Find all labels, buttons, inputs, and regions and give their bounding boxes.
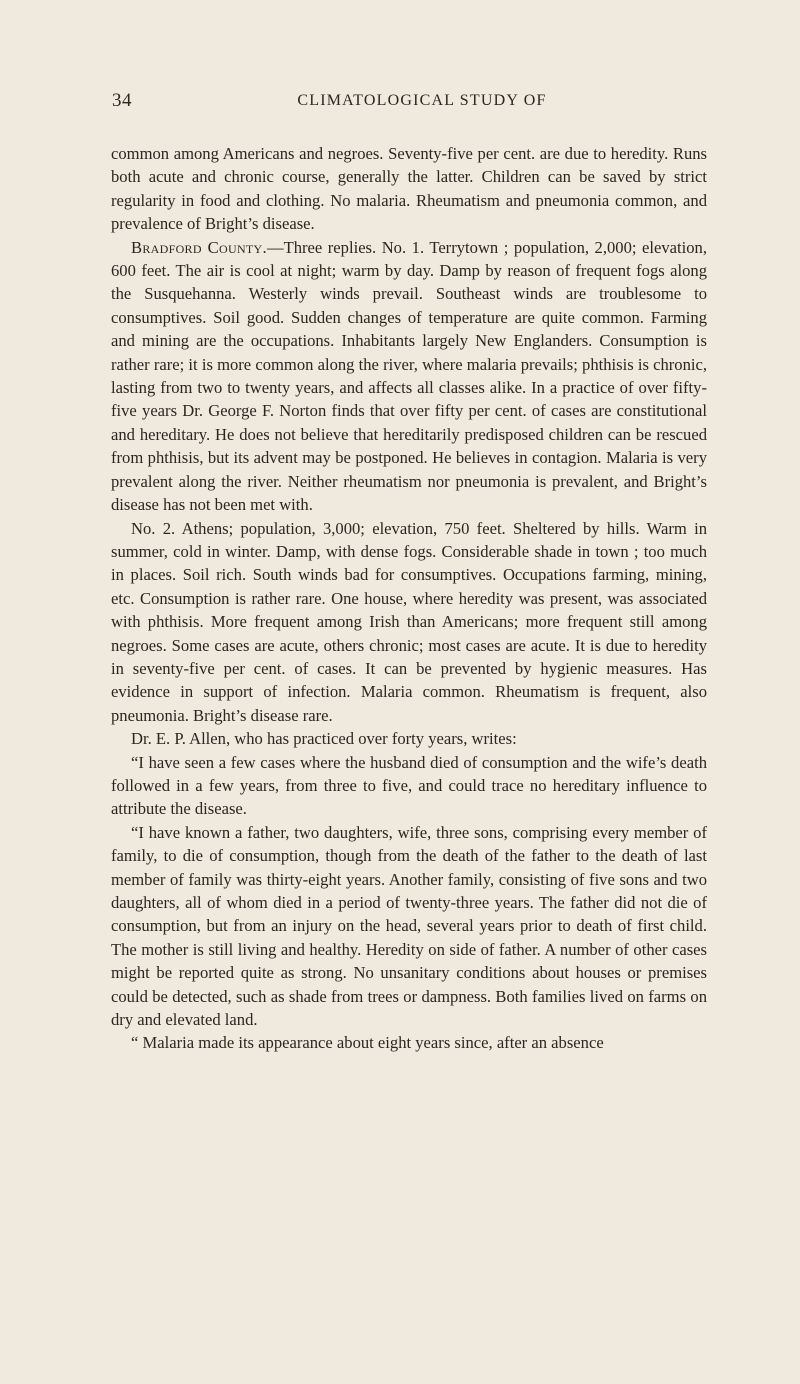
paragraph-7: [111, 1031, 707, 1054]
paragraph-1: [111, 142, 707, 236]
page-number: 34: [112, 90, 132, 111]
paragraph-text: “I have known a father, two daughters, wife, three sons, comprising every member of family, to die of consumption, though from the death of the father to the death of last member of family was thirty-eight years. Another family, consisting of five sons and two daughters, all of whom died in a period of twenty-three years. The father did not die of consumption, but from an injury on the head, several years prior to death of first child. The mother is still living and healthy. Heredity on side of father. A number of other cases might be reported quite as strong. No unsanitary conditions about houses or premises could be detected, such as shade from trees or dampness. Both families lived on farms on dry and elevated land.: [111, 822, 707, 1030]
paragraph-text: “I have seen a few cases where the husband died of consumption and the wife’s death followed in a few years, from three to five, and could trace no hereditary influence to attribute the disease.: [111, 752, 707, 819]
section-lead-bradford-county: Bradford County.: [131, 237, 267, 257]
paragraph-4: [111, 727, 707, 750]
paragraph-text: common among Americans and negroes. Seventy-five per cent. are due to heredity. Runs both acute and chronic course, generally the latter. Children can be saved by strict regularity in food and clothing. No malaria. Rheumatism and pneumonia common, and prevalence of Bright’s disease.: [111, 144, 707, 234]
paragraph-6: [111, 821, 707, 1032]
paragraph-text: —Three replies. No. 1. Terrytown ; population, 2,000; elevation, 600 feet. The air is cool at night; warm by day. Damp by reason of frequent fogs along the Susquehanna. Westerly winds prevail. Southeast winds are troublesome to consumptives. Soil good. Sudden changes of temperature are quite common. Farming and mining are the occupations. Inhabitants largely New Englanders. Consumption is rather rare; it is more common along the river, where malaria prevails; phthisis is chronic, lasting from two to twenty years, and affects all classes alike. In a practice of over fifty-five years Dr. George F. Norton finds that over fifty per cent. of cases are constitutional and hereditary. He does not believe that hereditarily predisposed children can be rescued from phthisis, but its advent may be postponed. He believes in contagion. Malaria is very prevalent along the river. Neither rheumatism nor pneumonia is prevalent, and Bright’s disease has not been met with.: [111, 237, 708, 515]
paragraph-5: [111, 751, 707, 821]
paragraph-3: [111, 517, 707, 728]
running-head: CLIMATOLOGICAL STUDY OF: [297, 92, 547, 109]
paragraph-2: [111, 236, 707, 517]
paragraph-text: Dr. E. P. Allen, who has practiced over forty years, writes:: [131, 729, 517, 749]
paragraph-text: “ Malaria made its appearance about eight years since, after an absence: [131, 1033, 604, 1053]
body-text: [111, 142, 707, 1055]
page-header: [112, 90, 702, 120]
paragraph-text: No. 2. Athens; population, 3,000; elevation, 750 feet. Sheltered by hills. Warm in summer, cold in winter. Damp, with dense fogs. Considerable shade in town ; too much in places. Soil rich. South winds bad for consumptives. Occupations farming, mining, etc. Consumption is rather rare. One house, where heredity was present, was associated with phthisis. More frequent among Irish than Americans; more frequent still among negroes. Some cases are acute, others chronic; most cases are acute. It is due to heredity in seventy-five per cent. of cases. It can be prevented by hygienic measures. Has evidence in support of infection. Malaria common. Rheumatism is frequent, also pneumonia. Bright’s disease rare.: [111, 518, 707, 725]
